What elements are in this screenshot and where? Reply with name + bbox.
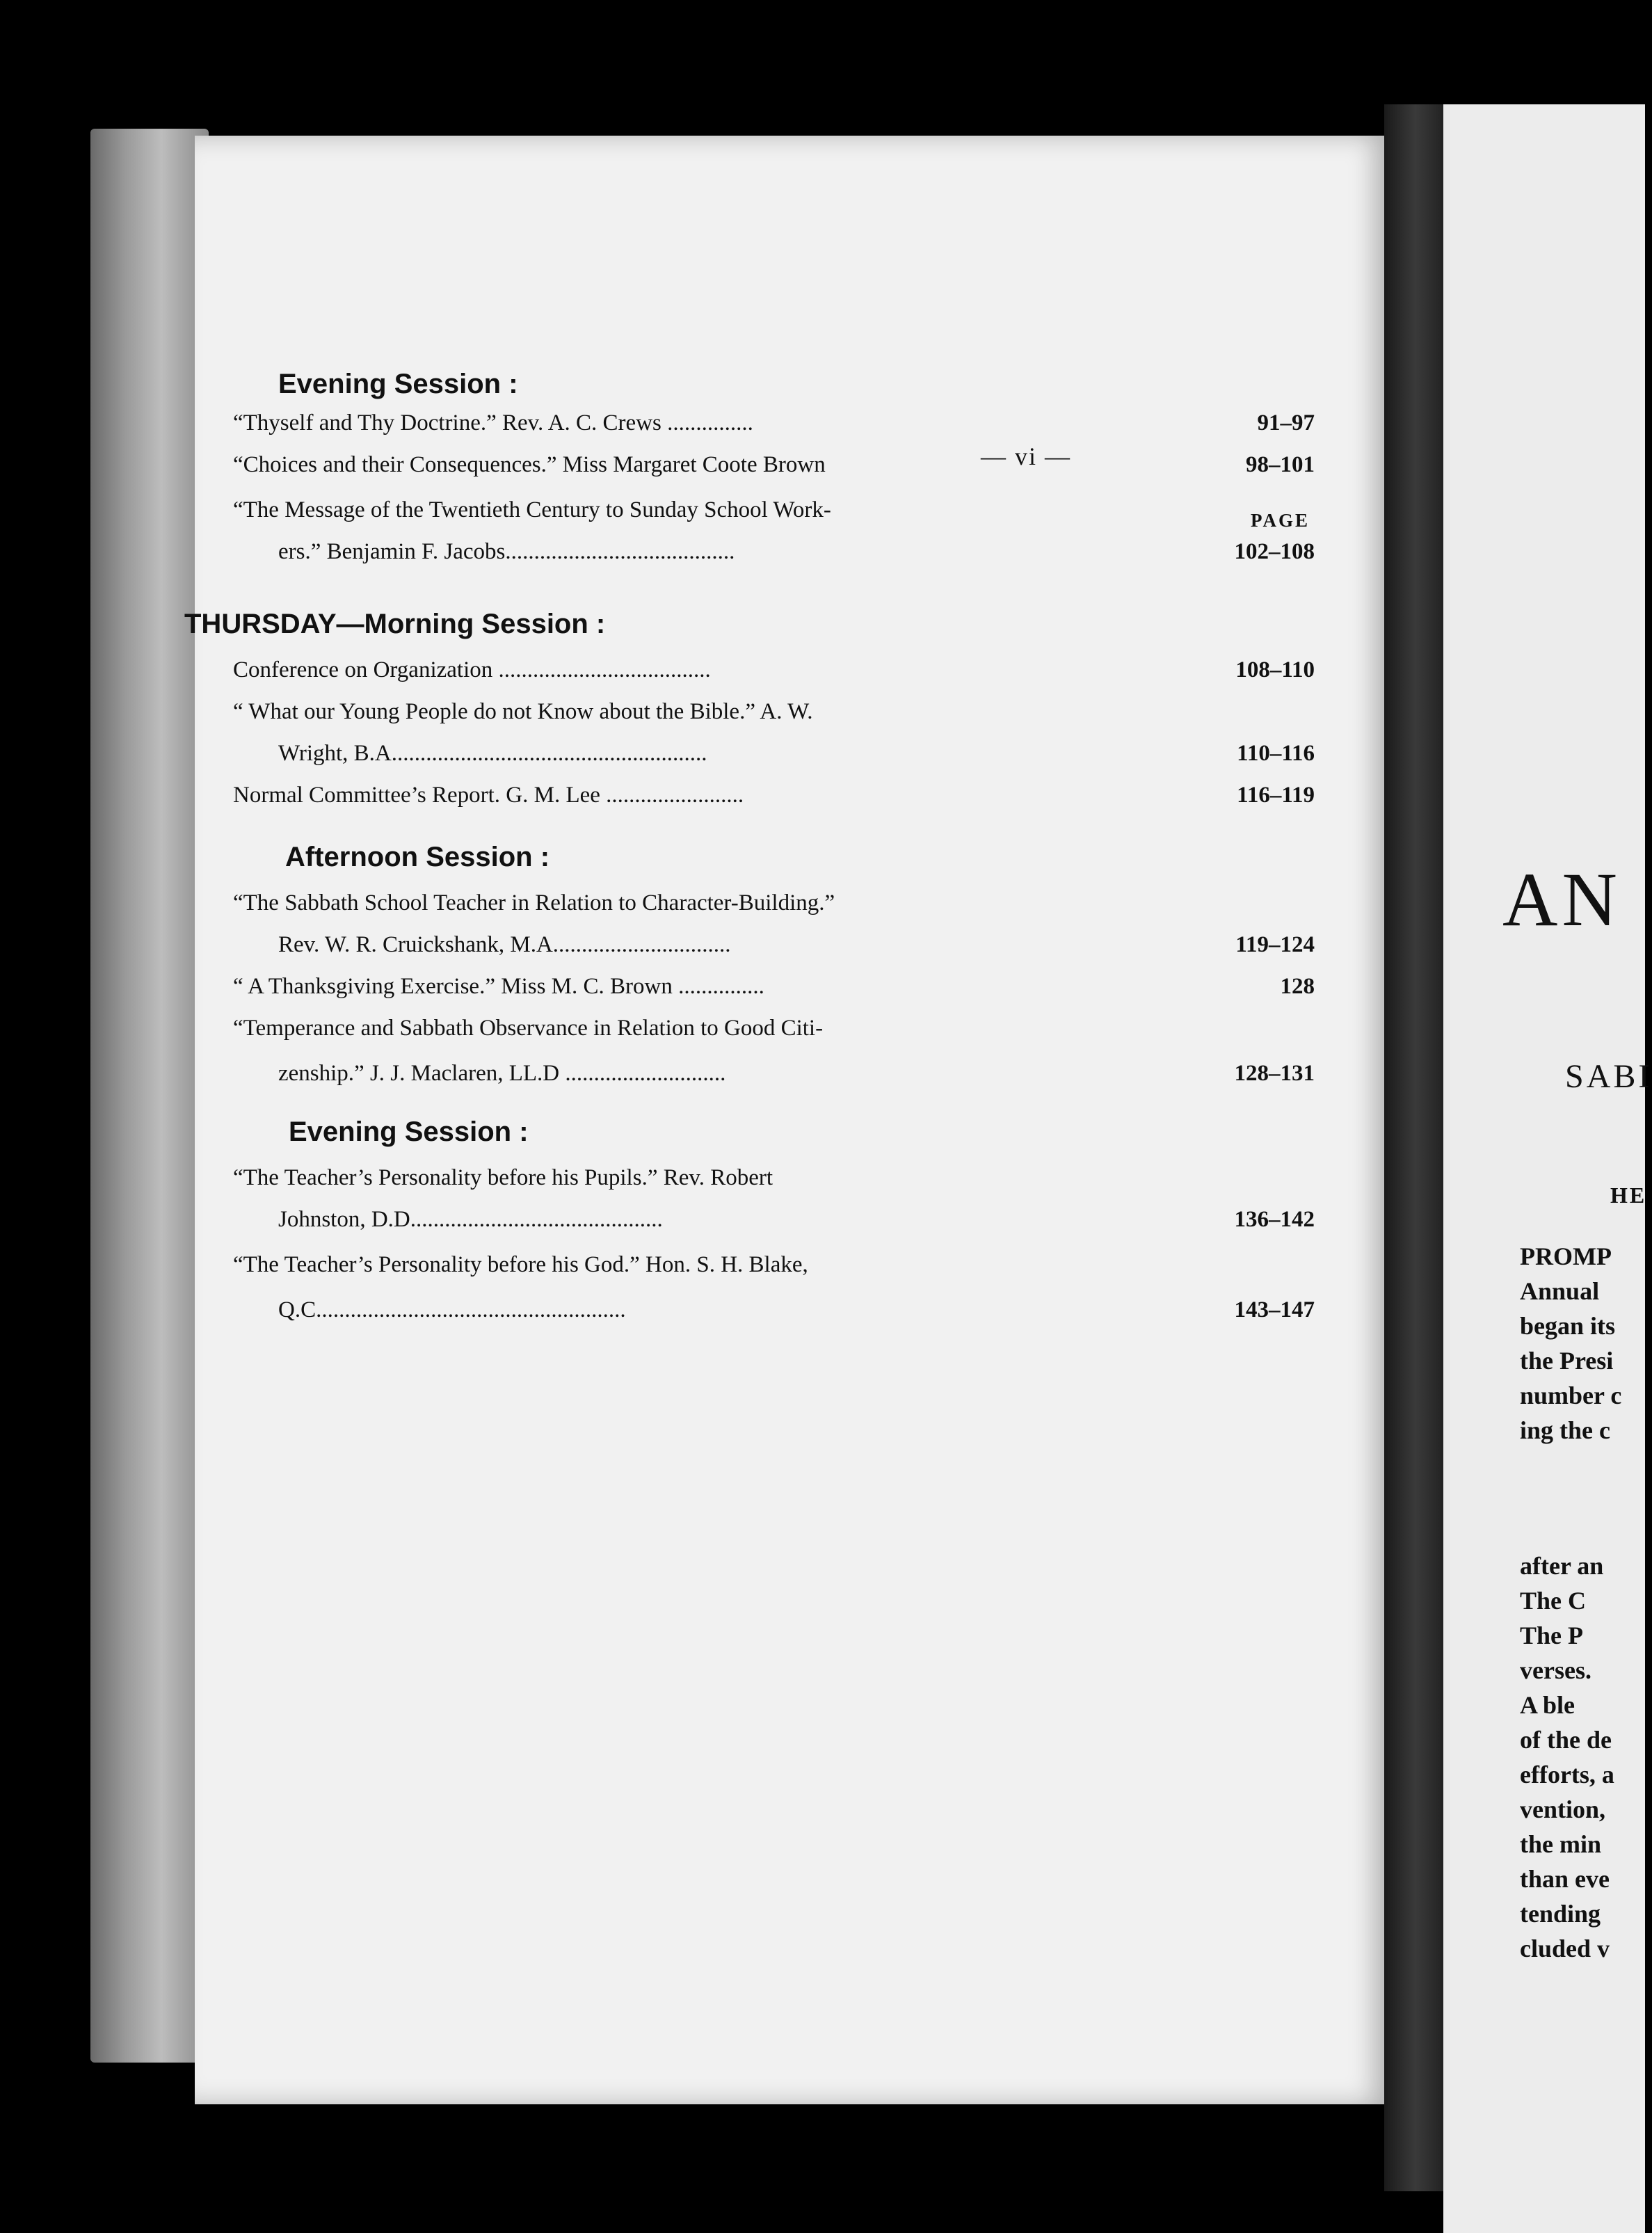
toc-entry-pages: 128–131 — [1234, 1061, 1315, 1086]
page-column-label: PAGE — [1251, 510, 1310, 531]
right-page-text-line: than eve — [1520, 1865, 1610, 1893]
toc-entry-line: “ A Thanksgiving Exercise.” Miss M. C. Brown ............... — [233, 974, 764, 999]
toc-entry-line: Normal Committee’s Report. G. M. Lee ........................ — [233, 783, 744, 808]
right-page-text-line: Annual — [1520, 1277, 1600, 1305]
toc-entry-line: ers.” Benjamin F. Jacobs........................................ — [278, 539, 735, 564]
right-page-text-line: ing the c — [1520, 1416, 1610, 1444]
toc-entry-line: “The Sabbath School Teacher in Relation to Character-Building.” — [233, 890, 835, 915]
toc-entry-line: “The Teacher’s Personality before his God.” Hon. S. H. Blake, — [233, 1252, 808, 1277]
section-heading: Evening Session : — [278, 369, 518, 399]
toc-entry-pages: 108–110 — [1235, 657, 1315, 682]
right-page-title: AN — [1502, 857, 1621, 942]
toc-entry-pages: 91–97 — [1257, 410, 1315, 435]
right-page-text-line: the min — [1520, 1830, 1601, 1858]
section-heading: Evening Session : — [289, 1116, 529, 1147]
right-page-text-line: efforts, a — [1520, 1761, 1614, 1788]
right-page-text-line: tending — [1520, 1900, 1601, 1928]
toc-entry-line: Rev. W. R. Cruickshank, M.A............................... — [278, 932, 731, 957]
right-page-text-line: began its — [1520, 1312, 1616, 1340]
section-heading: Afternoon Session : — [285, 842, 550, 872]
left-page — [184, 136, 1391, 2104]
right-page-text-line: The C — [1520, 1587, 1587, 1615]
toc-entry-pages: 102–108 — [1234, 539, 1315, 564]
toc-entry-line: Conference on Organization ..................................... — [233, 657, 711, 682]
toc-entry-line: Q.C...................................................... — [278, 1297, 626, 1322]
toc-entry-line: “The Teacher’s Personality before his Pupils.” Rev. Robert — [233, 1165, 773, 1190]
toc-entry-line: Johnston, D.D............................................ — [278, 1207, 663, 1232]
toc-entry-line: Wright, B.A....................................................... — [278, 741, 707, 766]
right-page-text-line: The P — [1520, 1622, 1584, 1649]
toc-entry-pages: 119–124 — [1235, 932, 1315, 957]
toc-entry-line: “Temperance and Sabbath Observance in Relation to Good Citi- — [233, 1016, 824, 1041]
right-page-text-line: verses. — [1520, 1656, 1591, 1684]
right-page — [1443, 104, 1652, 2233]
toc-entry-pages: 116–119 — [1237, 783, 1315, 808]
right-page-text-line: vention, — [1520, 1795, 1606, 1823]
toc-entry-line: “ What our Young People do not Know about the Bible.” A. W. — [233, 699, 813, 724]
toc-entry-line: “Thyself and Thy Doctrine.” Rev. A. C. Crews ............... — [233, 410, 753, 435]
toc-entry-pages: 143–147 — [1234, 1297, 1315, 1322]
toc-entry-line: zenship.” J. J. Maclaren, LL.D ............................ — [278, 1061, 726, 1086]
right-page-text-line: PROMP — [1520, 1242, 1612, 1270]
toc-entry-line: “The Message of the Twentieth Century to Sunday School Work- — [233, 497, 831, 522]
toc-entry-pages: 136–142 — [1234, 1207, 1315, 1232]
toc-entry-pages: 98–101 — [1246, 452, 1315, 477]
right-page-subtitle: SABI — [1565, 1058, 1652, 1095]
page-number: — vi — — [981, 442, 1072, 470]
right-page-subtitle-2: HE — [1610, 1183, 1647, 1208]
section-heading: THURSDAY—Morning Session : — [184, 609, 606, 639]
book-gutter — [1384, 104, 1447, 2191]
toc-entry-line: “Choices and their Consequences.” Miss Margaret Coote Brown — [233, 452, 826, 477]
right-page-text-line: A ble — [1520, 1691, 1575, 1719]
right-page-text-line: the Presi — [1520, 1347, 1614, 1375]
right-page-text-line: cluded v — [1520, 1935, 1610, 1962]
right-page-text-line: number c — [1520, 1382, 1622, 1409]
right-page-text-line: after an — [1520, 1552, 1604, 1580]
book-page-edges — [90, 129, 209, 2063]
right-page-text-line: of the de — [1520, 1726, 1612, 1754]
toc-entry-pages: 128 — [1280, 974, 1315, 999]
toc-entry-pages: 110–116 — [1237, 741, 1315, 766]
